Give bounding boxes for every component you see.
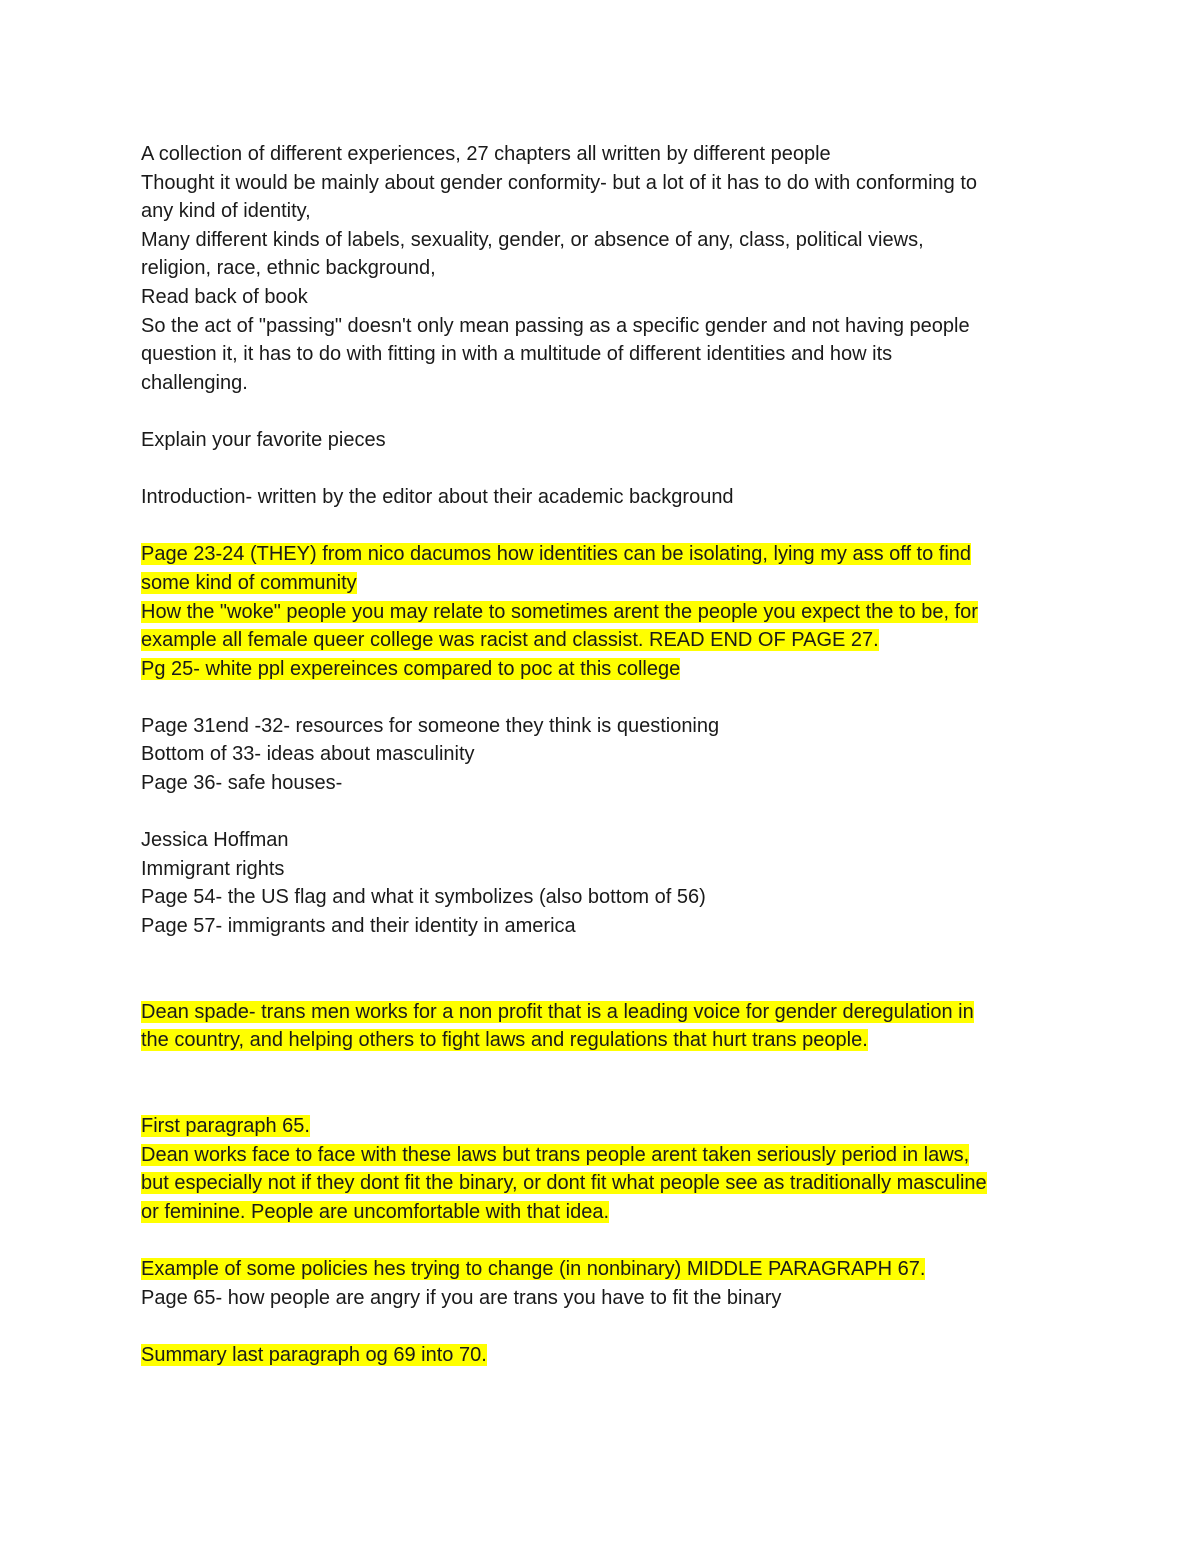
- text-line: [141, 254, 1061, 283]
- line-text: Example of some policies hes trying to change (in nonbinary) MIDDLE PARAGRAPH 67.: [141, 1258, 926, 1281]
- line-text: question it, it has to do with fitting in with a multitude of different identities and how its: [141, 343, 893, 366]
- line-text: Immigrant rights: [141, 857, 285, 880]
- blank-line: [141, 1055, 1061, 1084]
- highlighted-text-line: [141, 1026, 1061, 1055]
- blank-line: [141, 798, 1061, 827]
- line-text: Thought it would be mainly about gender conformity- but a lot of it has to do with conforming to: [141, 171, 978, 194]
- highlighted-text-line: [141, 1112, 1061, 1141]
- blank-line: [141, 1084, 1061, 1113]
- text-line: [141, 483, 1061, 512]
- line-text: or feminine. People are uncomfortable with that idea.: [141, 1200, 610, 1223]
- line-text: Bottom of 33- ideas about masculinity: [141, 743, 475, 766]
- line-text: any kind of identity,: [141, 200, 311, 223]
- line-text: Page 36- safe houses-: [141, 772, 343, 795]
- line-text: Many different kinds of labels, sexuality, gender, or absence of any, class, political views,: [141, 228, 924, 251]
- text-line: [141, 312, 1061, 341]
- text-line: [141, 740, 1061, 769]
- highlighted-text-line: [141, 540, 1061, 569]
- line-text: Dean spade- trans men works for a non profit that is a leading voice for gender deregulation in: [141, 1000, 974, 1023]
- blank-line: [141, 397, 1061, 426]
- blank-line: [141, 1312, 1061, 1341]
- line-text: First paragraph 65.: [141, 1115, 310, 1138]
- line-text: the country, and helping others to fight laws and regulations that hurt trans people.: [141, 1029, 868, 1052]
- blank-line: [141, 512, 1061, 541]
- blank-line: [141, 969, 1061, 998]
- blank-line: [141, 941, 1061, 970]
- text-line: [141, 912, 1061, 941]
- line-text: So the act of "passing" doesn't only mean passing as a specific gender and not having people: [141, 314, 970, 337]
- text-line: [141, 769, 1061, 798]
- text-line: [141, 140, 1061, 169]
- line-text: Page 23-24 (THEY) from nico dacumos how identities can be isolating, lying my ass off to find: [141, 543, 972, 566]
- text-line: [141, 712, 1061, 741]
- highlighted-text-line: [141, 998, 1061, 1027]
- line-text: Explain your favorite pieces: [141, 428, 386, 451]
- text-line: [141, 826, 1061, 855]
- document-body: [141, 140, 1061, 1370]
- line-text: How the "woke" people you may relate to sometimes arent the people you expect the to be, for: [141, 600, 978, 623]
- line-text: religion, race, ethnic background,: [141, 257, 436, 280]
- line-text: but especially not if they dont fit the binary, or dont fit what people see as traditionally masculine: [141, 1172, 987, 1195]
- blank-line: [141, 1227, 1061, 1256]
- text-line: [141, 169, 1061, 198]
- text-line: [141, 426, 1061, 455]
- highlighted-text-line: [141, 1255, 1061, 1284]
- line-text: Page 57- immigrants and their identity in america: [141, 915, 576, 938]
- line-text: challenging.: [141, 371, 248, 394]
- text-line: [141, 340, 1061, 369]
- highlighted-text-line: [141, 626, 1061, 655]
- line-text: Page 65- how people are angry if you are trans you have to fit the binary: [141, 1286, 782, 1309]
- line-text: some kind of community: [141, 571, 357, 594]
- line-text: Read back of book: [141, 285, 308, 308]
- line-text: example all female queer college was racist and classist. READ END OF PAGE 27.: [141, 629, 879, 652]
- highlighted-text-line: [141, 1141, 1061, 1170]
- line-text: Page 54- the US flag and what it symbolizes (also bottom of 56): [141, 886, 706, 909]
- text-line: [141, 369, 1061, 398]
- line-text: A collection of different experiences, 27 chapters all written by different people: [141, 143, 831, 165]
- blank-line: [141, 455, 1061, 484]
- text-line: [141, 226, 1061, 255]
- highlighted-text-line: [141, 569, 1061, 598]
- highlighted-text-line: [141, 655, 1061, 684]
- text-line: [141, 1284, 1061, 1313]
- blank-line: [141, 683, 1061, 712]
- line-text: Page 31end -32- resources for someone they think is questioning: [141, 714, 720, 737]
- line-text: Summary last paragraph og 69 into 70.: [141, 1343, 487, 1366]
- text-line: [141, 197, 1061, 226]
- highlighted-text-line: [141, 598, 1061, 627]
- highlighted-text-line: [141, 1341, 1061, 1370]
- line-text: Jessica Hoffman: [141, 829, 289, 852]
- line-text: Introduction- written by the editor about their academic background: [141, 486, 734, 509]
- line-text: Dean works face to face with these laws but trans people arent taken seriously period in laws,: [141, 1143, 970, 1166]
- highlighted-text-line: [141, 1198, 1061, 1227]
- text-line: [141, 283, 1061, 312]
- line-text: Pg 25- white ppl expereinces compared to poc at this college: [141, 657, 681, 680]
- highlighted-text-line: [141, 1169, 1061, 1198]
- text-line: [141, 883, 1061, 912]
- text-line: [141, 855, 1061, 884]
